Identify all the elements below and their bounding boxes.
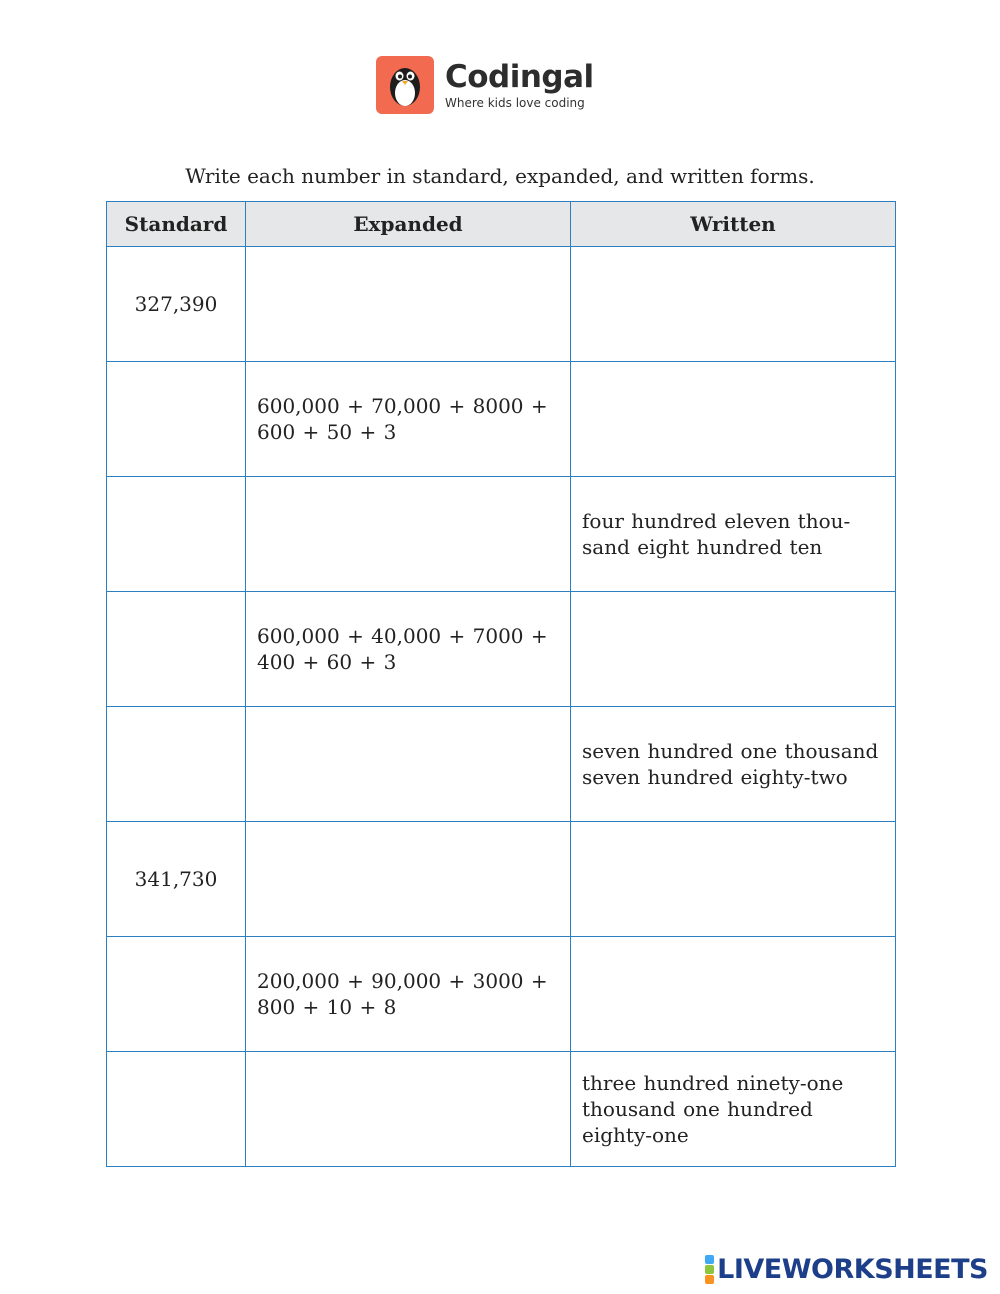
table-row [107,707,896,822]
standard-cell[interactable] [107,477,246,592]
expanded-cell[interactable] [246,822,571,937]
instruction-text: Write each number in standard, expanded, and written forms. [185,164,815,188]
header-standard: Standard [107,202,246,247]
standard-cell[interactable] [107,1052,246,1167]
table-row [107,822,896,937]
penguin-icon [376,56,434,114]
brand-name: Codingal [445,59,594,95]
standard-cell[interactable] [107,362,246,477]
table-row [107,362,896,477]
table-row [107,477,896,592]
standard-cell[interactable] [107,707,246,822]
written-cell[interactable]: seven hundred one thousand seven hundred eighty-two [571,707,896,822]
expanded-cell[interactable]: 600,000 + 70,000 + 8000 + 600 + 50 + 3 [246,362,571,477]
codingal-logo [376,56,594,114]
standard-cell[interactable]: 341,730 [107,822,246,937]
standard-cell[interactable] [107,937,246,1052]
table-row [107,937,896,1052]
table-row [107,247,896,362]
expanded-cell[interactable] [246,477,571,592]
liveworksheets-logo [705,1254,988,1285]
written-cell[interactable]: four hundred eleven thou-sand eight hundred ten [571,477,896,592]
header-written: Written [571,202,896,247]
expanded-cell[interactable]: 600,000 + 40,000 + 7000 + 400 + 60 + 3 [246,592,571,707]
standard-cell[interactable] [107,592,246,707]
number-forms-table [106,201,896,1167]
header-expanded: Expanded [246,202,571,247]
standard-cell[interactable]: 327,390 [107,247,246,362]
written-cell[interactable] [571,362,896,477]
expanded-cell[interactable] [246,1052,571,1167]
written-cell[interactable]: three hundred ninety-one thousand one hundred eighty-one [571,1052,896,1167]
brand-tagline: Where kids love coding [445,96,585,110]
expanded-cell[interactable]: 200,000 + 90,000 + 3000 + 800 + 10 + 8 [246,937,571,1052]
footer-brand: LIVEWORKSHEETS [717,1254,988,1285]
written-cell[interactable] [571,822,896,937]
expanded-cell[interactable] [246,707,571,822]
written-cell[interactable] [571,592,896,707]
liveworksheets-icon [705,1255,714,1284]
table-row [107,592,896,707]
written-cell[interactable] [571,937,896,1052]
table-header-row [107,202,896,247]
written-cell[interactable] [571,247,896,362]
expanded-cell[interactable] [246,247,571,362]
table-row [107,1052,896,1167]
